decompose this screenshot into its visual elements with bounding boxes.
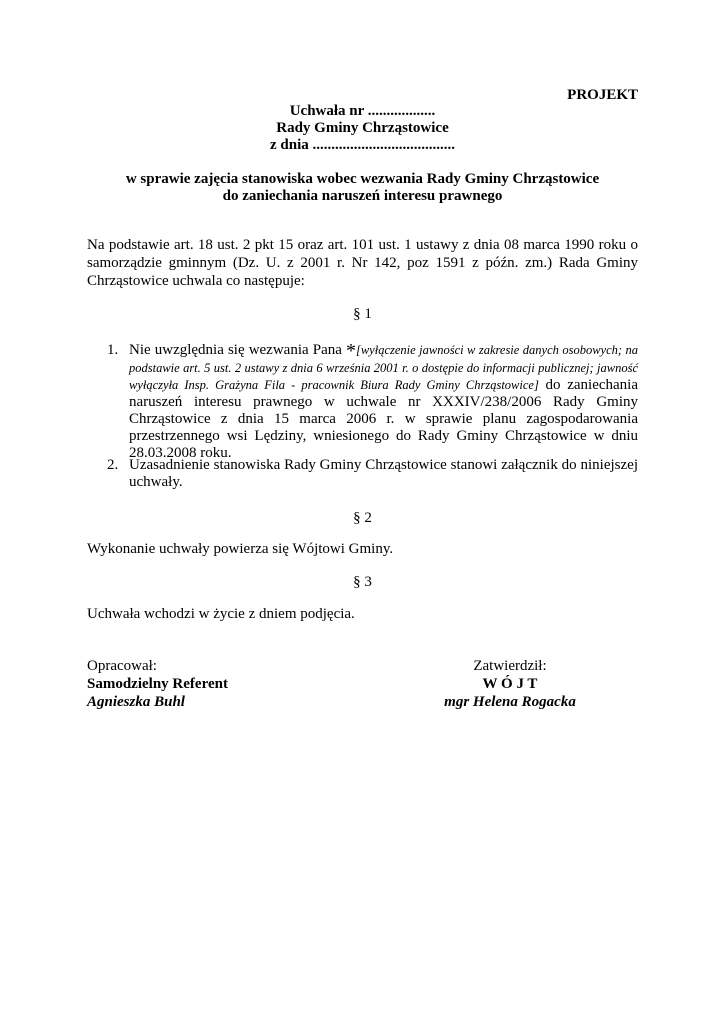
section-3-heading: § 3 — [353, 574, 372, 590]
section-1-heading: § 1 — [353, 306, 372, 322]
subject-line-1: w sprawie zajęcia stanowiska wobec wezwania Rady Gminy Chrząstowice — [125, 171, 600, 187]
item-text-before: Nie uwzględnia się wezwania Pana — [129, 342, 346, 358]
section-2-heading: § 2 — [353, 510, 372, 526]
item-text: Uzasadnienie stanowiska Rady Gminy Chrząstowice stanowi załącznik do niniejszej uchwały. — [129, 457, 638, 490]
projekt-label: PROJEKT — [567, 87, 638, 103]
signature-left — [87, 657, 228, 711]
redaction-star: * — [345, 340, 356, 362]
resolution-number: Uchwała nr .................. — [289, 103, 436, 119]
section-1-list — [87, 342, 638, 491]
list-item-number: 2. — [107, 457, 119, 473]
signature-right-role: W Ó J T — [482, 676, 538, 692]
section-2-text: Wykonanie uchwały powierza się Wójtowi Gminy. — [87, 541, 394, 557]
resolution-date: z dnia ...................................... — [269, 137, 455, 153]
signature-left-role: Samodzielny Referent — [87, 676, 228, 692]
list-item — [87, 340, 639, 461]
council-name: Rady Gminy Chrząstowice — [276, 120, 449, 136]
item-text-after: do zaniechania naruszeń interesu prawnego w uchwale nr XXXIV/238/2006 Rady Gminy Chrząstowice z dnia 15 marca 2006 r. w sprawie planu zagospodarowania przestrzennego wsi Lędziny, wniesionego do Rady Gminy Chrząstowice w dniu 28.03.2008 roku. — [129, 377, 639, 461]
signature-right-name: mgr Helena Rogacka — [444, 694, 576, 710]
legal-basis: Na podstawie art. 18 ust. 2 pkt 15 oraz art. 101 ust. 1 ustawy z dnia 08 marca 1990 roku o samorządzie gminnym (Dz. U. z 2001 r. Nr 142, poz 1591 z późn. zm.) Rada Gminy Chrząstowice uchwala co następuje: — [87, 237, 638, 289]
signature-right-label: Zatwierdził: — [473, 658, 547, 674]
section-3-text: Uchwała wchodzi w życie z dniem podjęcia. — [87, 606, 355, 622]
signature-left-name: Agnieszka Buhl — [87, 694, 185, 710]
signature-right — [430, 657, 590, 711]
list-item-number: 1. — [107, 342, 119, 358]
subject-line-2: do zaniechania naruszeń interesu prawnego — [222, 188, 503, 204]
list-item — [87, 457, 638, 491]
signature-left-label: Opracował: — [87, 658, 157, 674]
redaction-note: [wyłączenie jawności w zakresie danych osobowych; na podstawie art. 5 ust. 2 ustawy z dnia 6 września 2001 r. o dostępie do informacji publicznej; jawność wyłączyła Insp. Grażyna Fila - pracownik Biura Rady Gminy Chrząstowice] — [129, 343, 638, 392]
